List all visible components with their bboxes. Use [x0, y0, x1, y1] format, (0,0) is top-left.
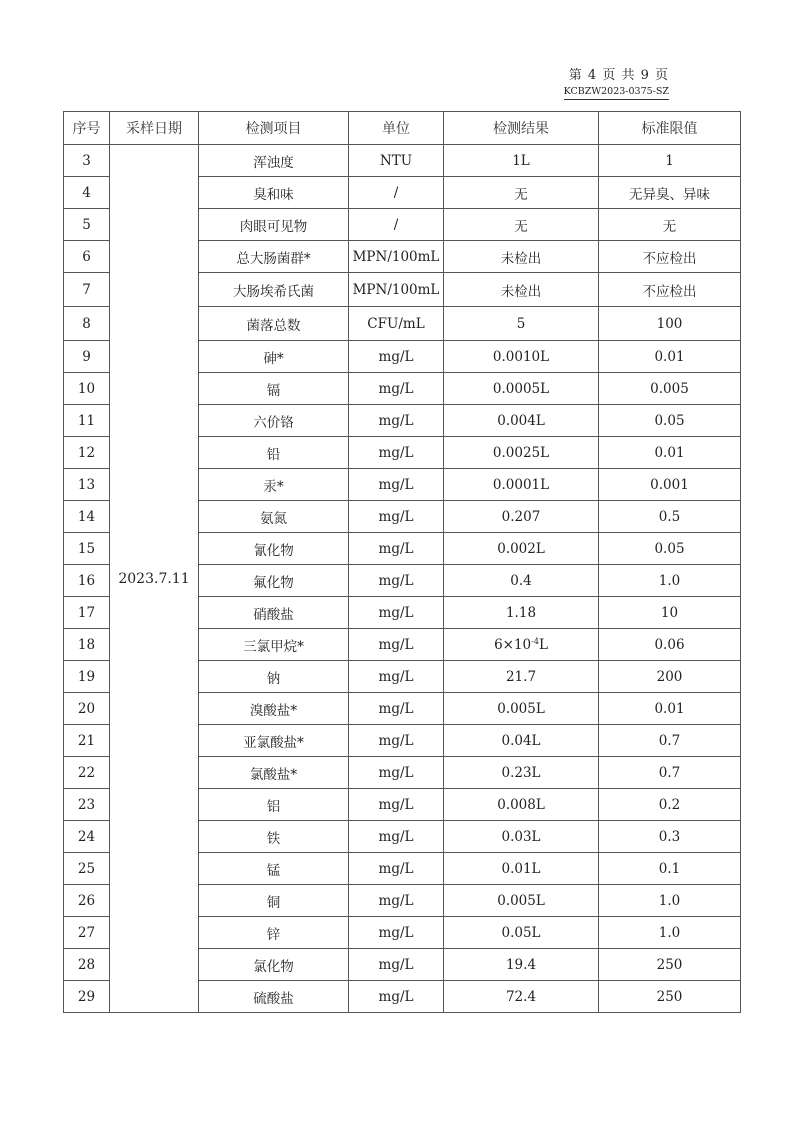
item-result: 0.207 [444, 501, 599, 533]
result-exponent: -4 [531, 636, 539, 646]
item-name: 浑浊度 [199, 145, 349, 177]
item-result: 0.005L [444, 885, 599, 917]
header-item: 检测项目 [199, 112, 349, 145]
item-result [444, 629, 599, 661]
item-unit: mg/L [349, 373, 444, 405]
item-unit: mg/L [349, 565, 444, 597]
item-limit: 100 [599, 307, 741, 341]
item-unit: mg/L [349, 661, 444, 693]
item-result: 0.23L [444, 757, 599, 789]
item-name: 三氯甲烷* [199, 629, 349, 661]
item-limit: 0.05 [599, 533, 741, 565]
item-limit: 不应检出 [599, 273, 741, 307]
item-unit: / [349, 209, 444, 241]
item-result: 21.7 [444, 661, 599, 693]
item-result: 无 [444, 177, 599, 209]
item-result: 1.18 [444, 597, 599, 629]
row-number: 29 [64, 981, 110, 1013]
item-result: 0.004L [444, 405, 599, 437]
table-body [64, 145, 741, 1013]
item-name: 臭和味 [199, 177, 349, 209]
row-number: 20 [64, 693, 110, 725]
item-limit: 0.01 [599, 437, 741, 469]
result-suffix: L [538, 636, 548, 653]
item-name: 氟化物 [199, 565, 349, 597]
item-result: 0.0005L [444, 373, 599, 405]
result-base: 6×10 [494, 636, 532, 653]
item-name: 硝酸盐 [199, 597, 349, 629]
item-name: 亚氯酸盐* [199, 725, 349, 757]
item-unit: mg/L [349, 757, 444, 789]
item-result: 0.04L [444, 725, 599, 757]
item-limit: 0.2 [599, 789, 741, 821]
item-unit: mg/L [349, 501, 444, 533]
item-unit: CFU/mL [349, 307, 444, 341]
item-unit: MPN/100mL [349, 273, 444, 307]
item-unit: mg/L [349, 533, 444, 565]
header-sampling-date: 采样日期 [110, 112, 199, 145]
row-number: 19 [64, 661, 110, 693]
item-unit: / [349, 177, 444, 209]
item-unit: mg/L [349, 789, 444, 821]
header-no: 序号 [64, 112, 110, 145]
results-table [63, 111, 741, 1013]
item-limit: 250 [599, 981, 741, 1013]
item-name: 铜 [199, 885, 349, 917]
item-unit: NTU [349, 145, 444, 177]
item-result: 0.01L [444, 853, 599, 885]
item-limit: 不应检出 [599, 241, 741, 273]
item-name: 铁 [199, 821, 349, 853]
scientific-result [494, 637, 548, 653]
table-row [64, 145, 741, 177]
item-limit: 1 [599, 145, 741, 177]
row-number: 18 [64, 629, 110, 661]
item-unit: mg/L [349, 341, 444, 373]
item-name: 总大肠菌群* [199, 241, 349, 273]
item-name: 氯酸盐* [199, 757, 349, 789]
row-number: 9 [64, 341, 110, 373]
item-name: 锌 [199, 917, 349, 949]
header-unit: 单位 [349, 112, 444, 145]
row-number: 14 [64, 501, 110, 533]
item-name: 锰 [199, 853, 349, 885]
row-number: 12 [64, 437, 110, 469]
item-name: 汞* [199, 469, 349, 501]
item-name: 菌落总数 [199, 307, 349, 341]
item-unit: mg/L [349, 853, 444, 885]
item-name: 铝 [199, 789, 349, 821]
item-limit: 10 [599, 597, 741, 629]
report-code: KCBZW2023-0375-SZ [564, 86, 669, 100]
item-limit: 0.005 [599, 373, 741, 405]
row-number: 17 [64, 597, 110, 629]
item-result: 19.4 [444, 949, 599, 981]
item-result: 0.0010L [444, 341, 599, 373]
row-number: 5 [64, 209, 110, 241]
item-limit: 无 [599, 209, 741, 241]
item-name: 镉 [199, 373, 349, 405]
item-unit: mg/L [349, 437, 444, 469]
row-number: 28 [64, 949, 110, 981]
item-result: 0.03L [444, 821, 599, 853]
item-unit: mg/L [349, 981, 444, 1013]
item-result: 5 [444, 307, 599, 341]
item-result: 0.0025L [444, 437, 599, 469]
table-header-row [64, 112, 741, 145]
item-result: 0.0001L [444, 469, 599, 501]
row-number: 21 [64, 725, 110, 757]
row-number: 3 [64, 145, 110, 177]
item-result: 0.008L [444, 789, 599, 821]
item-result: 未检出 [444, 241, 599, 273]
header-limit: 标准限值 [599, 112, 741, 145]
item-unit: mg/L [349, 405, 444, 437]
row-number: 7 [64, 273, 110, 307]
item-name: 氯化物 [199, 949, 349, 981]
page-header [564, 68, 669, 100]
row-number: 11 [64, 405, 110, 437]
item-result: 未检出 [444, 273, 599, 307]
item-name: 钠 [199, 661, 349, 693]
item-name: 铅 [199, 437, 349, 469]
item-limit: 0.01 [599, 693, 741, 725]
item-name: 氨氮 [199, 501, 349, 533]
row-number: 8 [64, 307, 110, 341]
row-number: 25 [64, 853, 110, 885]
row-number: 6 [64, 241, 110, 273]
item-limit: 1.0 [599, 885, 741, 917]
item-unit: mg/L [349, 821, 444, 853]
row-number: 22 [64, 757, 110, 789]
item-result: 无 [444, 209, 599, 241]
item-unit: mg/L [349, 693, 444, 725]
item-limit: 0.06 [599, 629, 741, 661]
row-number: 23 [64, 789, 110, 821]
item-name: 硫酸盐 [199, 981, 349, 1013]
item-name: 大肠埃希氏菌 [199, 273, 349, 307]
item-result: 0.002L [444, 533, 599, 565]
item-limit: 0.01 [599, 341, 741, 373]
item-limit: 0.3 [599, 821, 741, 853]
item-result: 0.4 [444, 565, 599, 597]
item-limit: 0.5 [599, 501, 741, 533]
row-number: 27 [64, 917, 110, 949]
item-result: 72.4 [444, 981, 599, 1013]
item-limit: 200 [599, 661, 741, 693]
item-limit: 无异臭、异味 [599, 177, 741, 209]
sampling-date-cell: 2023.7.11 [110, 145, 199, 1013]
item-limit: 0.05 [599, 405, 741, 437]
item-result: 0.05L [444, 917, 599, 949]
row-number: 24 [64, 821, 110, 853]
item-limit: 1.0 [599, 917, 741, 949]
row-number: 13 [64, 469, 110, 501]
row-number: 10 [64, 373, 110, 405]
item-unit: mg/L [349, 629, 444, 661]
header-result: 检测结果 [444, 112, 599, 145]
row-number: 4 [64, 177, 110, 209]
page-number: 第 4 页 共 9 页 [568, 68, 669, 83]
row-number: 16 [64, 565, 110, 597]
item-limit: 1.0 [599, 565, 741, 597]
item-unit: mg/L [349, 725, 444, 757]
row-number: 15 [64, 533, 110, 565]
item-limit: 0.001 [599, 469, 741, 501]
item-name: 肉眼可见物 [199, 209, 349, 241]
item-unit: mg/L [349, 949, 444, 981]
item-limit: 0.1 [599, 853, 741, 885]
item-result: 0.005L [444, 693, 599, 725]
item-unit: mg/L [349, 597, 444, 629]
item-limit: 250 [599, 949, 741, 981]
row-number: 26 [64, 885, 110, 917]
item-result: 1L [444, 145, 599, 177]
item-unit: mg/L [349, 917, 444, 949]
item-name: 六价铬 [199, 405, 349, 437]
item-unit: MPN/100mL [349, 241, 444, 273]
item-name: 砷* [199, 341, 349, 373]
item-limit: 0.7 [599, 725, 741, 757]
item-name: 溴酸盐* [199, 693, 349, 725]
item-name: 氰化物 [199, 533, 349, 565]
item-limit: 0.7 [599, 757, 741, 789]
item-unit: mg/L [349, 885, 444, 917]
item-unit: mg/L [349, 469, 444, 501]
